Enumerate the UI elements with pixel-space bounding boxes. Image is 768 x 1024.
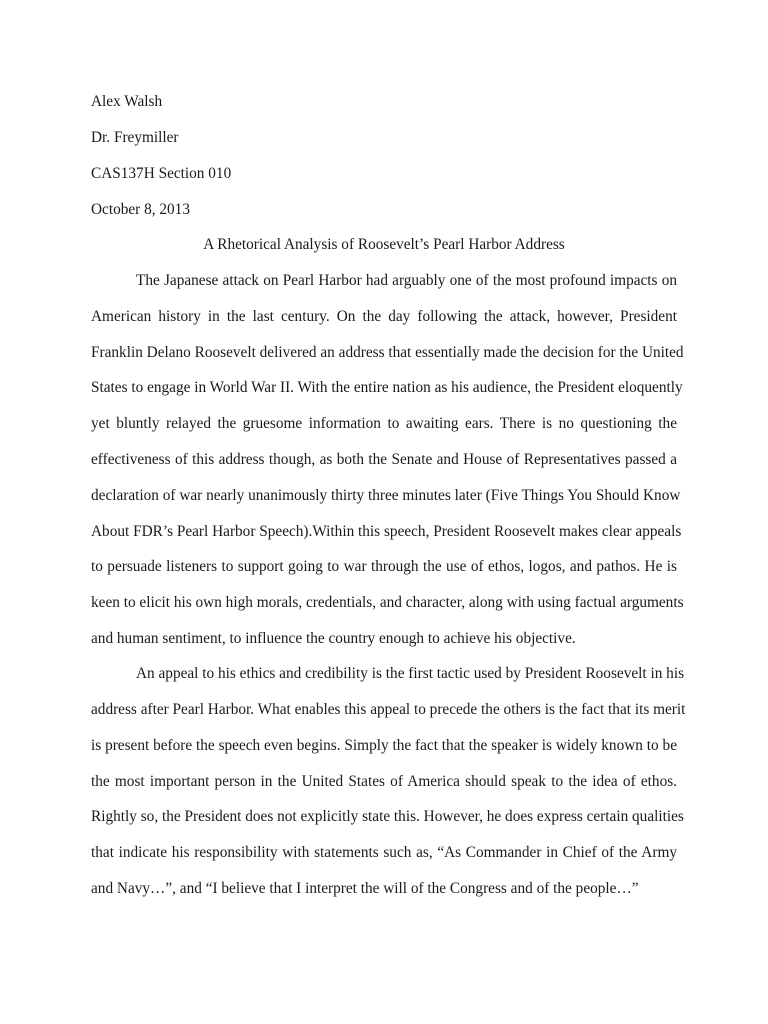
text-line: that indicate his responsibility with statements such as, “As Commander in Chief of the Army bbox=[91, 844, 677, 861]
essay-date: October 8, 2013 bbox=[91, 201, 190, 218]
text-line: About FDR’s Pearl Harbor Speech).Within this speech, President Roosevelt makes clear appeals bbox=[91, 523, 682, 540]
text-line: effectiveness of this address though, as both the Senate and House of Representatives passed a bbox=[91, 451, 677, 468]
text-line: is present before the speech even begins. Simply the fact that the speaker is widely known to be bbox=[91, 737, 677, 754]
text-line: The Japanese attack on Pearl Harbor had arguably one of the most profound impacts on bbox=[136, 272, 677, 289]
text-line: address after Pearl Harbor. What enables this appeal to precede the others is the fact that its merit bbox=[91, 701, 686, 718]
text-line: American history in the last century. On the day following the attack, however, President bbox=[91, 308, 677, 325]
text-line: and Navy…”, and “I believe that I interpret the will of the Congress and of the people…” bbox=[91, 880, 639, 897]
text-line: the most important person in the United States of America should speak to the idea of ethos. bbox=[91, 773, 677, 790]
essay-title: A Rhetorical Analysis of Roosevelt’s Pearl Harbor Address bbox=[203, 236, 565, 253]
text-line: keen to elicit his own high morals, credentials, and character, along with using factual arguments bbox=[91, 594, 684, 611]
text-line: to persuade listeners to support going to war through the use of ethos, logos, and pathos. He is bbox=[91, 558, 677, 575]
course-section: CAS137H Section 010 bbox=[91, 165, 232, 182]
text-line: Franklin Delano Roosevelt delivered an address that essentially made the decision for the United bbox=[91, 344, 684, 361]
text-line: Rightly so, the President does not explicitly state this. However, he does express certain qualities bbox=[91, 808, 684, 825]
text-line: declaration of war nearly unanimously thirty three minutes later (Five Things You Should Know bbox=[91, 487, 681, 504]
text-line: yet bluntly relayed the gruesome information to awaiting ears. There is no questioning the bbox=[91, 415, 677, 432]
text-line: An appeal to his ethics and credibility is the first tactic used by President Roosevelt in his bbox=[136, 665, 685, 682]
text-line: and human sentiment, to influence the country enough to achieve his objective. bbox=[91, 630, 576, 647]
instructor-name: Dr. Freymiller bbox=[91, 129, 179, 146]
author-name: Alex Walsh bbox=[91, 93, 163, 110]
text-line: States to engage in World War II. With the entire nation as his audience, the President eloquently bbox=[91, 379, 683, 396]
